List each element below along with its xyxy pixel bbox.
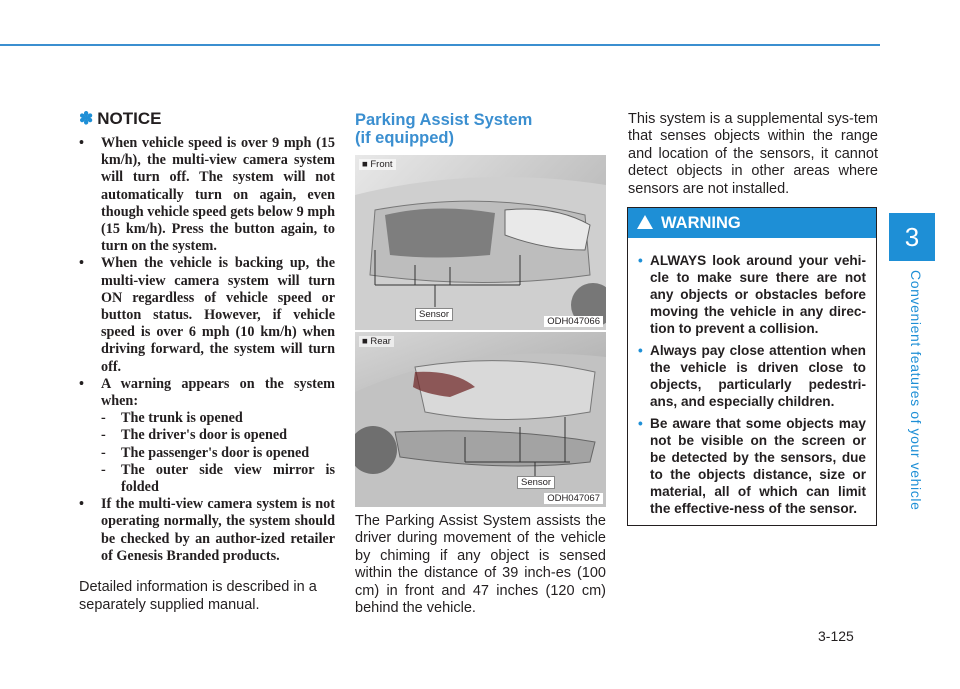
notice-list [79, 135, 335, 565]
image-code: ODH047066 [544, 316, 603, 327]
warning-list [628, 238, 876, 517]
section-title: Parking Assist System [355, 111, 533, 129]
warning-item [638, 415, 866, 517]
list-item [79, 135, 335, 255]
sensor-label: Sensor [415, 308, 453, 321]
notice-heading [79, 109, 335, 129]
chapter-title: Convenient features of your vehicle [908, 270, 924, 511]
bullet-icon: • [638, 343, 643, 358]
parking-description: The Parking Assist System assists the driver during movement of the vehicle by chiming if any object is sensed within the distance of 39 inch-es (100 cm) in front and 47 inches (120 cm) behind the vehicle. [355, 513, 606, 617]
sub-list-item [101, 427, 335, 444]
rear-tag: ■ Rear [359, 336, 394, 347]
notice-title-text: NOTICE [97, 109, 162, 128]
bullet-icon: • [638, 416, 643, 431]
sub-item-text: The driver's door is opened [121, 427, 288, 444]
warning-item-text: Always pay close attention when the vehicle is driven close to objects, particularly pedestri-ans, and especially children. [650, 343, 866, 409]
warning-item-text: ALWAYS look around your vehi-cle to make sure there are not any objects or obstacles before moving the vehicle in any direc-tion to prevent a collision. [650, 253, 866, 336]
notice-bullet-text: A warning appears on the system when: [101, 375, 335, 410]
front-sensor-image [355, 155, 606, 330]
header-rule [0, 44, 880, 46]
section-subtitle: (if equipped) [355, 129, 454, 147]
warning-box [627, 207, 877, 526]
notice-footer: Detailed information is described in a separately supplied manual. [79, 579, 317, 613]
sub-item-text: The outer side view mirror is folded [121, 461, 335, 496]
notice-bullet-text: If the multi-view camera system is not operating normally, the system should be checked by an author-ized retailer of Genesis Branded products. [101, 496, 335, 564]
list-item [79, 255, 335, 375]
bullet-icon: • [79, 135, 84, 151]
dash-icon: - [101, 410, 106, 427]
sub-list-item [101, 445, 335, 462]
bullet-icon: • [79, 496, 84, 513]
image-code: ODH047067 [544, 493, 603, 504]
sub-list [101, 410, 335, 496]
warning-item [638, 252, 866, 337]
dash-icon: - [101, 444, 106, 461]
sensor-label: Sensor [517, 476, 555, 489]
rear-sensor-image [355, 332, 606, 507]
notice-section [79, 109, 335, 614]
rear-car-illustration [355, 332, 606, 507]
warning-item [638, 342, 866, 410]
list-item [79, 496, 335, 565]
sub-list-item [101, 410, 335, 427]
chapter-number-tab: 3 [889, 213, 935, 261]
system-intro: This system is a supplemental sys-tem that senses objects within the range and location of the sensors, it cannot detect objects in other areas where sensors are not installed. [628, 111, 878, 197]
warning-item-text: Be aware that some objects may not be visible on the screen or be detected by the sensors, due to the objects distance, size or material, all of which can limit the effective-ness of the sensor. [650, 416, 866, 516]
asterisk-icon: ✽ [79, 109, 94, 128]
dash-icon: - [101, 427, 106, 444]
page-number: 3-125 [818, 628, 854, 644]
warning-title: WARNING [661, 214, 741, 232]
sub-item-text: The trunk is opened [121, 410, 243, 427]
sub-item-text: The passenger's door is opened [121, 444, 310, 461]
bullet-icon: • [79, 255, 84, 272]
front-car-illustration [355, 155, 606, 330]
dash-icon: - [101, 461, 106, 478]
parking-section-heading [355, 111, 607, 147]
warning-triangle-icon [637, 215, 653, 229]
bullet-icon: • [638, 253, 643, 268]
warning-header [628, 208, 876, 238]
bullet-icon: • [79, 375, 84, 392]
sub-list-item [101, 462, 335, 496]
front-tag: ■ Front [359, 159, 396, 170]
notice-bullet-text: When the vehicle is backing up, the multi-view camera system will turn ON regardless of vehicle speed or button status. However, if vehicle speed is over 6 mph (10 km/h) when driving forward, the system will turn off. [101, 255, 335, 375]
notice-bullet-text: When vehicle speed is over 9 mph (15 km/h), the multi-view camera system will turn off. The system will not automatically turn on again, even though vehicle speed gets below 9 mph (15 km/h). Press the button again, to turn on the system. [101, 135, 335, 255]
list-item [79, 376, 335, 496]
